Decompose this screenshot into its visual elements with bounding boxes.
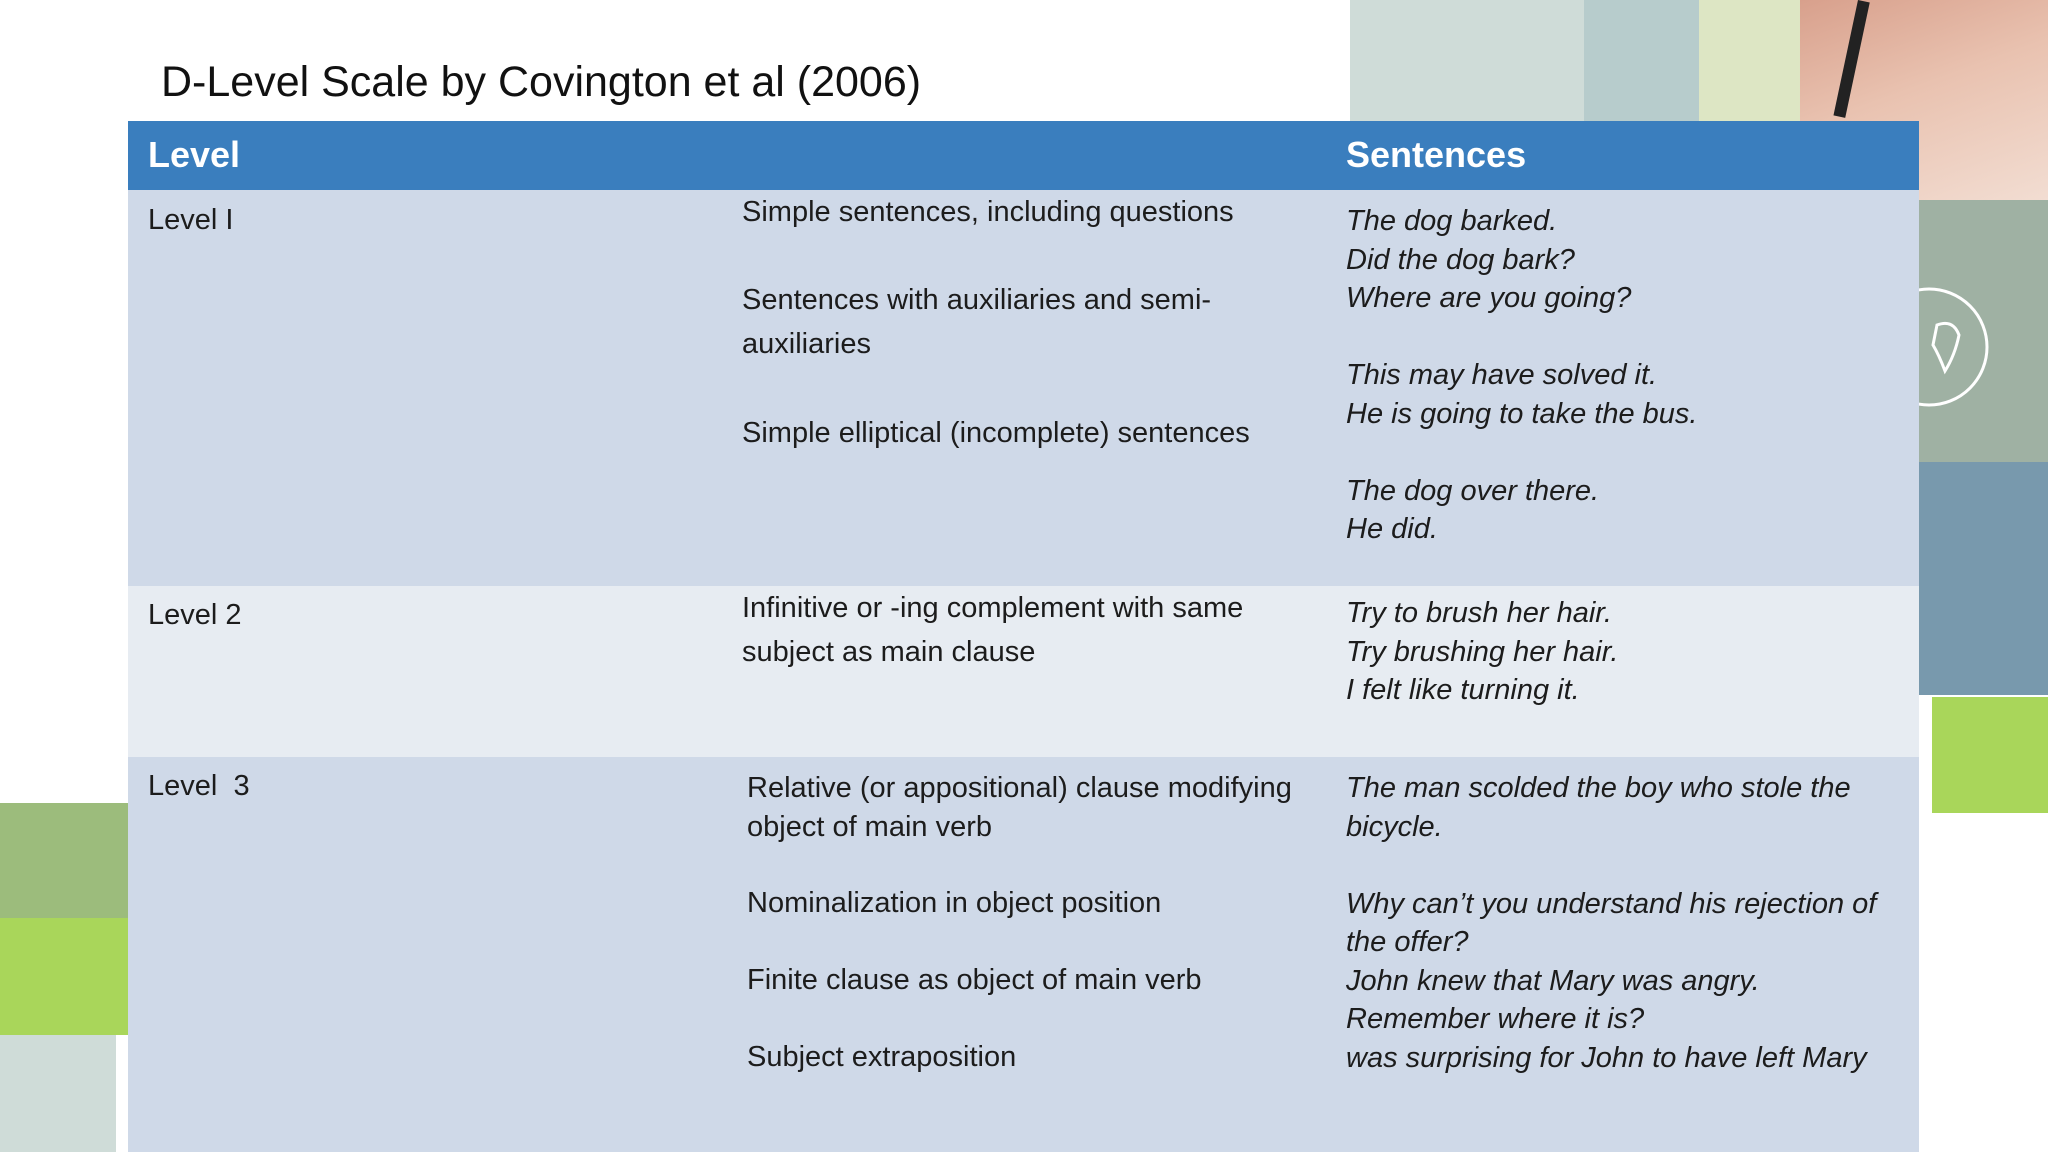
level-cell: Level 3 xyxy=(148,770,250,802)
example-sentence: Try to brush her hair. xyxy=(1346,597,1612,629)
table-row xyxy=(128,190,1919,586)
example-sentence-spacer xyxy=(1346,433,1697,472)
example-sentence: the offer? xyxy=(1346,926,1469,958)
d-level-table xyxy=(128,121,1919,1152)
table-header-row xyxy=(128,121,1919,190)
description-cell: Sentences with auxiliaries and semi-auxiliaries xyxy=(742,284,1212,360)
table-row xyxy=(128,757,1919,1152)
example-sentence: He did. xyxy=(1346,513,1438,545)
decor-slate-block xyxy=(1919,462,2048,695)
decor-gray-block-left xyxy=(0,1035,116,1152)
example-sentence: John knew that Mary was angry. xyxy=(1346,964,1760,997)
table-row xyxy=(128,586,1919,757)
description-cell: Infinitive or -ing complement with same subject as main clause xyxy=(742,592,1244,668)
example-sentence: was surprising for John to have left Mary xyxy=(1346,1041,1867,1074)
description-cell: Relative (or appositional) clause modifying object of main verb xyxy=(747,772,1292,843)
example-sentence: The man scolded the boy who stole the xyxy=(1346,772,1851,804)
example-sentence: Did the dog bark? xyxy=(1346,243,1575,276)
header-level: Level xyxy=(148,134,241,175)
decor-green-block-left xyxy=(0,918,128,1035)
level-cell: Level I xyxy=(148,204,234,236)
description-cell: Simple elliptical (incomplete) sentences xyxy=(742,417,1250,449)
example-sentence: Try brushing her hair. xyxy=(1346,635,1619,668)
slide-title: D-Level Scale by Covington et al (2006) xyxy=(161,58,922,106)
example-sentences xyxy=(1346,769,1876,1077)
header-sentences: Sentences xyxy=(1346,134,1527,175)
level-cell: Level 2 xyxy=(148,599,242,631)
example-sentence: The dog over there. xyxy=(1346,474,1600,507)
example-sentence: This may have solved it. xyxy=(1346,359,1658,391)
example-sentence: Where are you going? xyxy=(1346,282,1632,314)
example-sentence: He is going to take the bus. xyxy=(1346,397,1698,430)
globe-icon xyxy=(1919,285,1994,410)
example-sentence: I felt like turning it. xyxy=(1346,674,1580,706)
description-cell: Nominalization in object position xyxy=(747,887,1162,919)
example-sentence: The dog barked. xyxy=(1346,205,1558,237)
example-sentences xyxy=(1346,594,1618,710)
example-sentence: Why can’t you understand his rejection of xyxy=(1346,887,1877,920)
example-sentence-spacer xyxy=(1346,318,1697,357)
example-sentence: Remember where it is? xyxy=(1346,1003,1645,1035)
example-sentence-spacer xyxy=(1346,846,1876,885)
description-cell: Subject extraposition xyxy=(747,1041,1017,1073)
example-sentences xyxy=(1346,202,1697,549)
description-cell: Simple sentences, including questions xyxy=(742,196,1234,228)
description-cell: Finite clause as object of main verb xyxy=(747,964,1202,996)
decor-panel-mid xyxy=(1584,0,1699,121)
decor-green-block-right xyxy=(1932,697,2048,813)
decor-sage-block-left xyxy=(0,803,128,918)
example-sentence: bicycle. xyxy=(1346,810,1443,843)
